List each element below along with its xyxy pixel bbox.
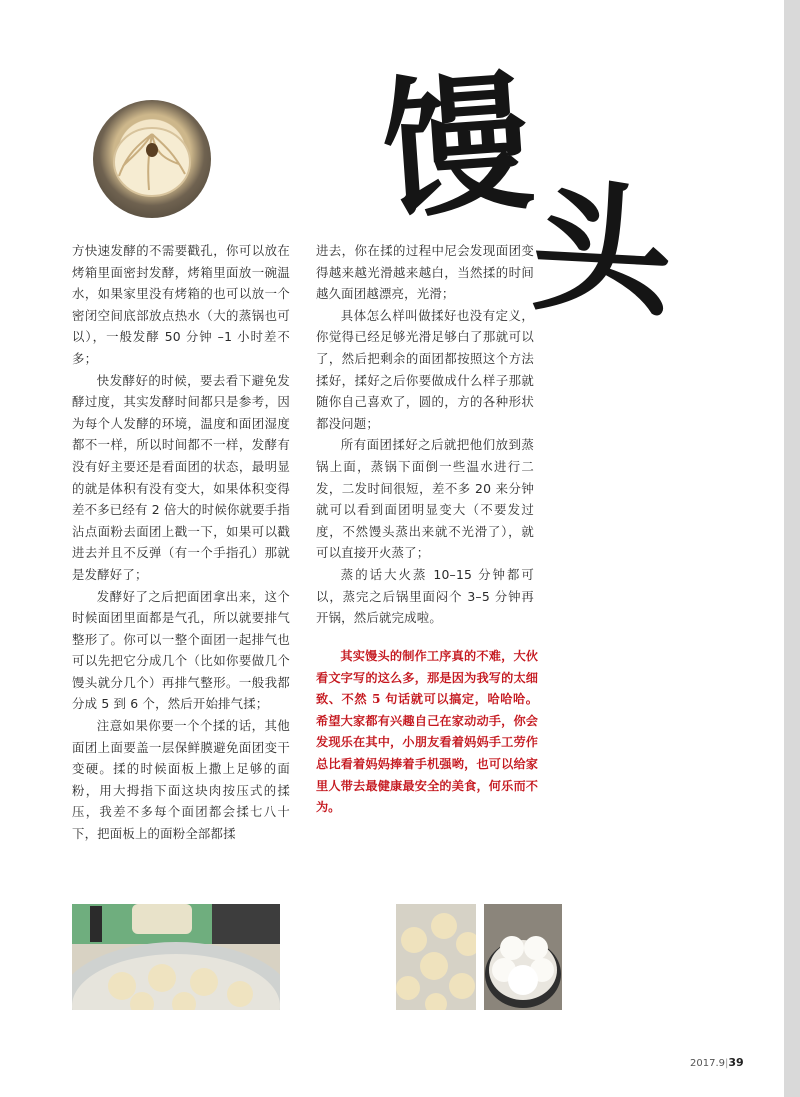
paragraph: 发酵好了之后把面团拿出来，这个时候面团里面都是气孔，所以就要排气整形了。你可以一整个面团一起排气也可以先把它分成几个（比如你要做几个馒头就分几个）再排气整形。一般我都分成 5 到 6 个，然后开始排气揉； (72, 588, 290, 712)
shaped-buns-photo (396, 904, 476, 1010)
steamed-mantou-photo (484, 904, 562, 1010)
paragraph: 具体怎么样叫做揉好也没有定义，你觉得已经足够光滑足够白了那就可以了，然后把剩余的面团都按照这个方法揉好，揉好之后你要做成什么样子那就随你自己喜欢了，圆的，方的各种形状都没问题； (316, 307, 534, 431)
paragraph: 注意如果你要一个个揉的话，其他面团上面要盖一层保鲜膜避免面团变干变硬。揉的时候面板上撒上足够的面粉，用大拇指下面这块肉按压式的揉压，我差不多每个面团都会揉七八十下，把面板上的面粉全部都揉 (72, 718, 290, 842)
page-footer (690, 1056, 744, 1069)
closing-note: 其实馒头的制作工序真的不难，大伙看文字写的这么多，那是因为我写的太细致、不然 5 句话就可以搞定，哈哈哈。希望大家都有兴趣自己在家动动手，你会发现乐在其中，小朋友看着妈妈手工劳作总比看着妈妈捧着手机强哟，也可以给家里人带去最健康最安全的美食，何乐而不为。 (316, 649, 538, 815)
right-text-column (316, 240, 534, 629)
paragraph: 方快速发酵的不需要戳孔，你可以放在烤箱里面密封发酵，烤箱里面放一碗温水，如果家里没有烤箱的也可以放一个密闭空间底部放点热水（大的蒸锅也可以），一般发酵 50 分钟 –1 小时差不多； (72, 243, 290, 366)
issue-date: 2017.9 (690, 1058, 725, 1069)
steamer-buns-photo (72, 904, 280, 1010)
paragraph: 进去，你在揉的过程中尼会发现面团变得越来越光滑越来越白，当然揉的时间越久面团越漂亮，光滑； (316, 243, 534, 302)
paragraph: 快发酵好的时候，要去看下避免发酵过度，其实发酵时间都只是参考，因为每个人发酵的环境，温度和面团湿度都不一样，所以时间都不一样，发酵有没有好主要还是看面团的状态，最明显的就是体积有没有变大，如果体积变得差不多已经有 2 倍大的时候你就要手指沾点面粉去面团上戳一下，如果可以戳进去并且不反弹（有一个手指孔）那就是发酵好了； (72, 372, 290, 582)
footer-separator: | (725, 1058, 729, 1069)
title-char-1: 馒 (376, 53, 538, 241)
left-text-column (72, 240, 290, 845)
paragraph: 所有面团揉好之后就把他们放到蒸锅上面，蒸锅下面倒一些温水进行二发，二发时间很短，差不多 20 来分钟就可以看到面团明显变大（不要发过度，不然馒头蒸出来就不光滑了），就可以直接开火蒸了； (316, 437, 534, 561)
page-edge-bar (784, 0, 800, 1097)
page-number: 39 (728, 1056, 744, 1069)
title-char-2: 头 (527, 166, 677, 338)
steamed-bun-circle-photo (93, 100, 211, 218)
paragraph: 蒸的话大火蒸 10–15 分钟都可以，蒸完之后锅里面闷个 3–5 分钟再开锅，然后就完成啦。 (316, 566, 534, 626)
